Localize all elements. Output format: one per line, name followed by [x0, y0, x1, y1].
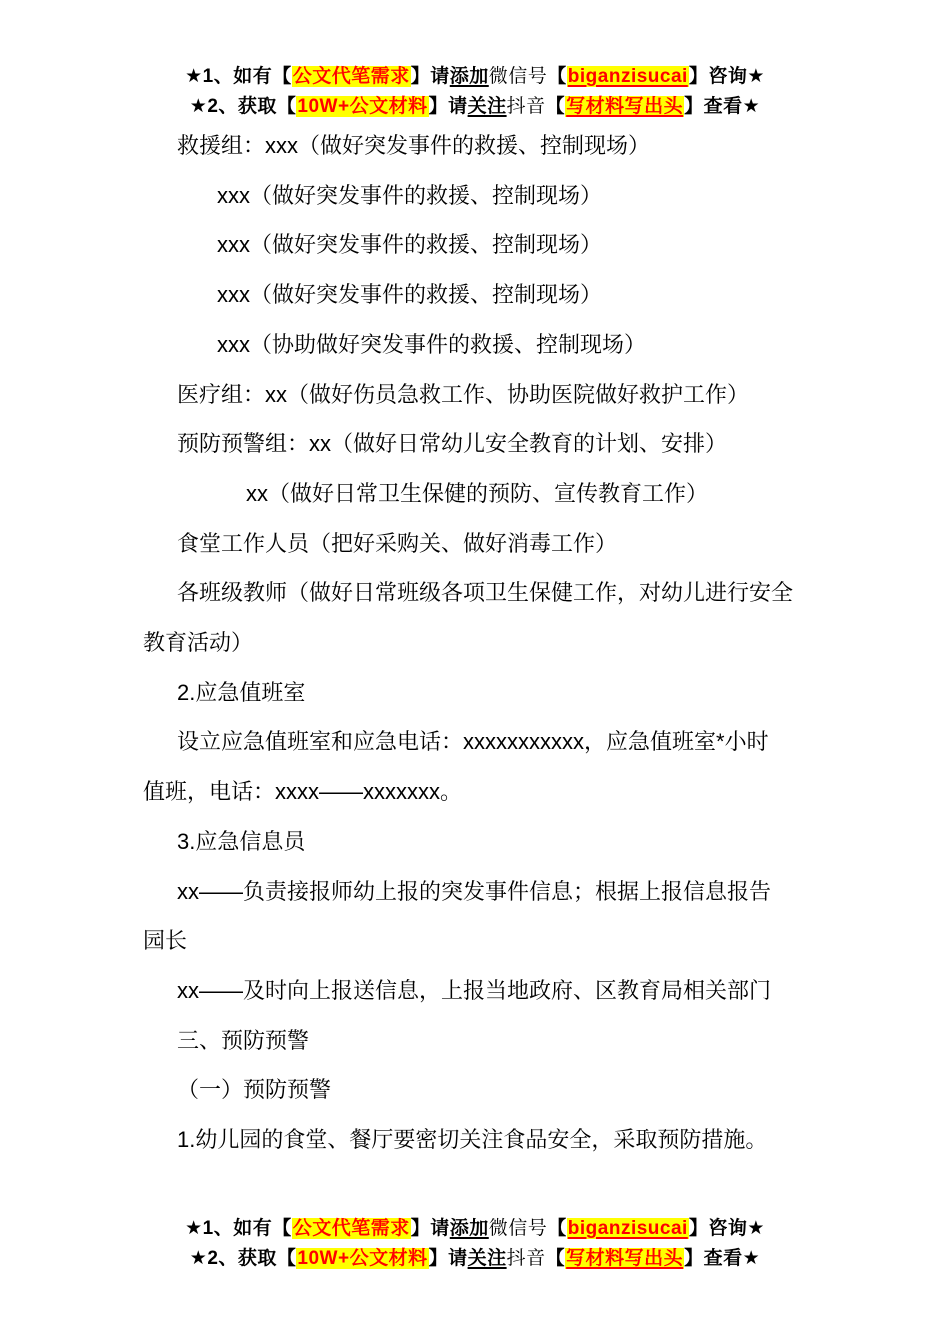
ad-segment: 【	[547, 66, 567, 87]
doc-line: xxx（做好突发事件的救援、控制现场）	[217, 182, 603, 208]
ad-segment: 】请	[428, 96, 468, 117]
ad-segment: 微信号	[488, 1218, 548, 1239]
doc-line: 3.应急信息员	[177, 828, 306, 854]
ad-segment: 关注	[467, 1248, 507, 1269]
ad-line	[0, 1244, 950, 1274]
ad-segment: 抖音	[506, 96, 546, 117]
document-body	[143, 121, 818, 1165]
ad-segment: 添加	[449, 1218, 489, 1239]
doc-line: （一）预防预警	[177, 1077, 332, 1103]
doc-line: 医疗组：xx（做好伤员急救工作、协助医院做好救护工作）	[177, 381, 750, 407]
ad-segment: 写材料写出头	[566, 1248, 684, 1269]
doc-line: 救援组：xxx（做好突发事件的救援、控制现场）	[177, 133, 651, 158]
ad-segment: 【	[545, 96, 566, 117]
doc-line: 值班，电话：xxxx——xxxxxxx。	[143, 779, 463, 805]
ad-segment: 写材料写出头	[566, 96, 684, 117]
ad-segment: 【	[547, 1218, 567, 1239]
ad-segment: 】请	[428, 1248, 468, 1269]
doc-line: 食堂工作人员（把好采购关、做好消毒工作）	[177, 530, 618, 556]
header-ad-banner	[0, 62, 950, 122]
doc-line: 2.应急值班室	[177, 679, 306, 705]
ad-segment: 微信号	[488, 66, 548, 87]
ad-line	[0, 1214, 950, 1244]
ad-segment: biganzisucai	[567, 1218, 688, 1239]
ad-segment: 关注	[467, 96, 507, 117]
doc-line: xxx（协助做好突发事件的救援、控制现场）	[217, 331, 647, 357]
ad-segment: 10W+公文材料	[297, 96, 428, 117]
ad-segment: 添加	[449, 66, 489, 87]
doc-line: 预防预警组：xx（做好日常幼儿安全教育的计划、安排）	[177, 431, 728, 457]
ad-segment: 】咨询★	[688, 66, 765, 87]
doc-line: 1.幼儿园的食堂、餐厅要密切关注食品安全，采取预防措施。	[177, 1127, 768, 1153]
doc-line: 各班级教师（做好日常班级各项卫生保健工作，对幼儿进行安全	[177, 580, 794, 606]
ad-segment: ★1、如有【	[185, 66, 292, 87]
ad-segment: 10W+公文材料	[297, 1248, 428, 1269]
ad-line	[0, 92, 950, 122]
doc-line: xx——负责接报师幼上报的突发事件信息；根据上报信息报告	[177, 878, 772, 904]
doc-line: xx（做好日常卫生保健的预防、宣传教育工作）	[246, 480, 709, 506]
ad-segment: 】咨询★	[688, 1218, 765, 1239]
ad-segment: 】查看★	[684, 96, 761, 117]
ad-segment: 】请	[410, 66, 450, 87]
ad-segment: ★2、获取【	[189, 1248, 297, 1269]
doc-line: xxx（做好突发事件的救援、控制现场）	[217, 282, 603, 308]
doc-line: 园长	[143, 928, 188, 954]
ad-segment: 】查看★	[684, 1248, 761, 1269]
doc-line: 设立应急值班室和应急电话：xxxxxxxxxxx，应急值班室*小时	[177, 729, 769, 755]
ad-segment: 公文代笔需求	[292, 66, 410, 87]
doc-line: 三、预防预警	[177, 1027, 310, 1053]
ad-segment: biganzisucai	[567, 66, 688, 87]
ad-line	[0, 62, 950, 92]
ad-segment: 】请	[410, 1218, 450, 1239]
doc-line: xx——及时向上报送信息，上报当地政府、区教育局相关部门	[177, 977, 772, 1003]
ad-segment: ★2、获取【	[189, 96, 297, 117]
doc-line: 教育活动）	[143, 630, 254, 656]
ad-segment: 抖音	[506, 1248, 546, 1269]
ad-segment: 公文代笔需求	[292, 1218, 410, 1239]
ad-segment: 【	[545, 1248, 566, 1269]
doc-line: xxx（做好突发事件的救援、控制现场）	[217, 232, 603, 258]
footer-ad-banner	[0, 1214, 950, 1274]
ad-segment: ★1、如有【	[185, 1218, 292, 1239]
